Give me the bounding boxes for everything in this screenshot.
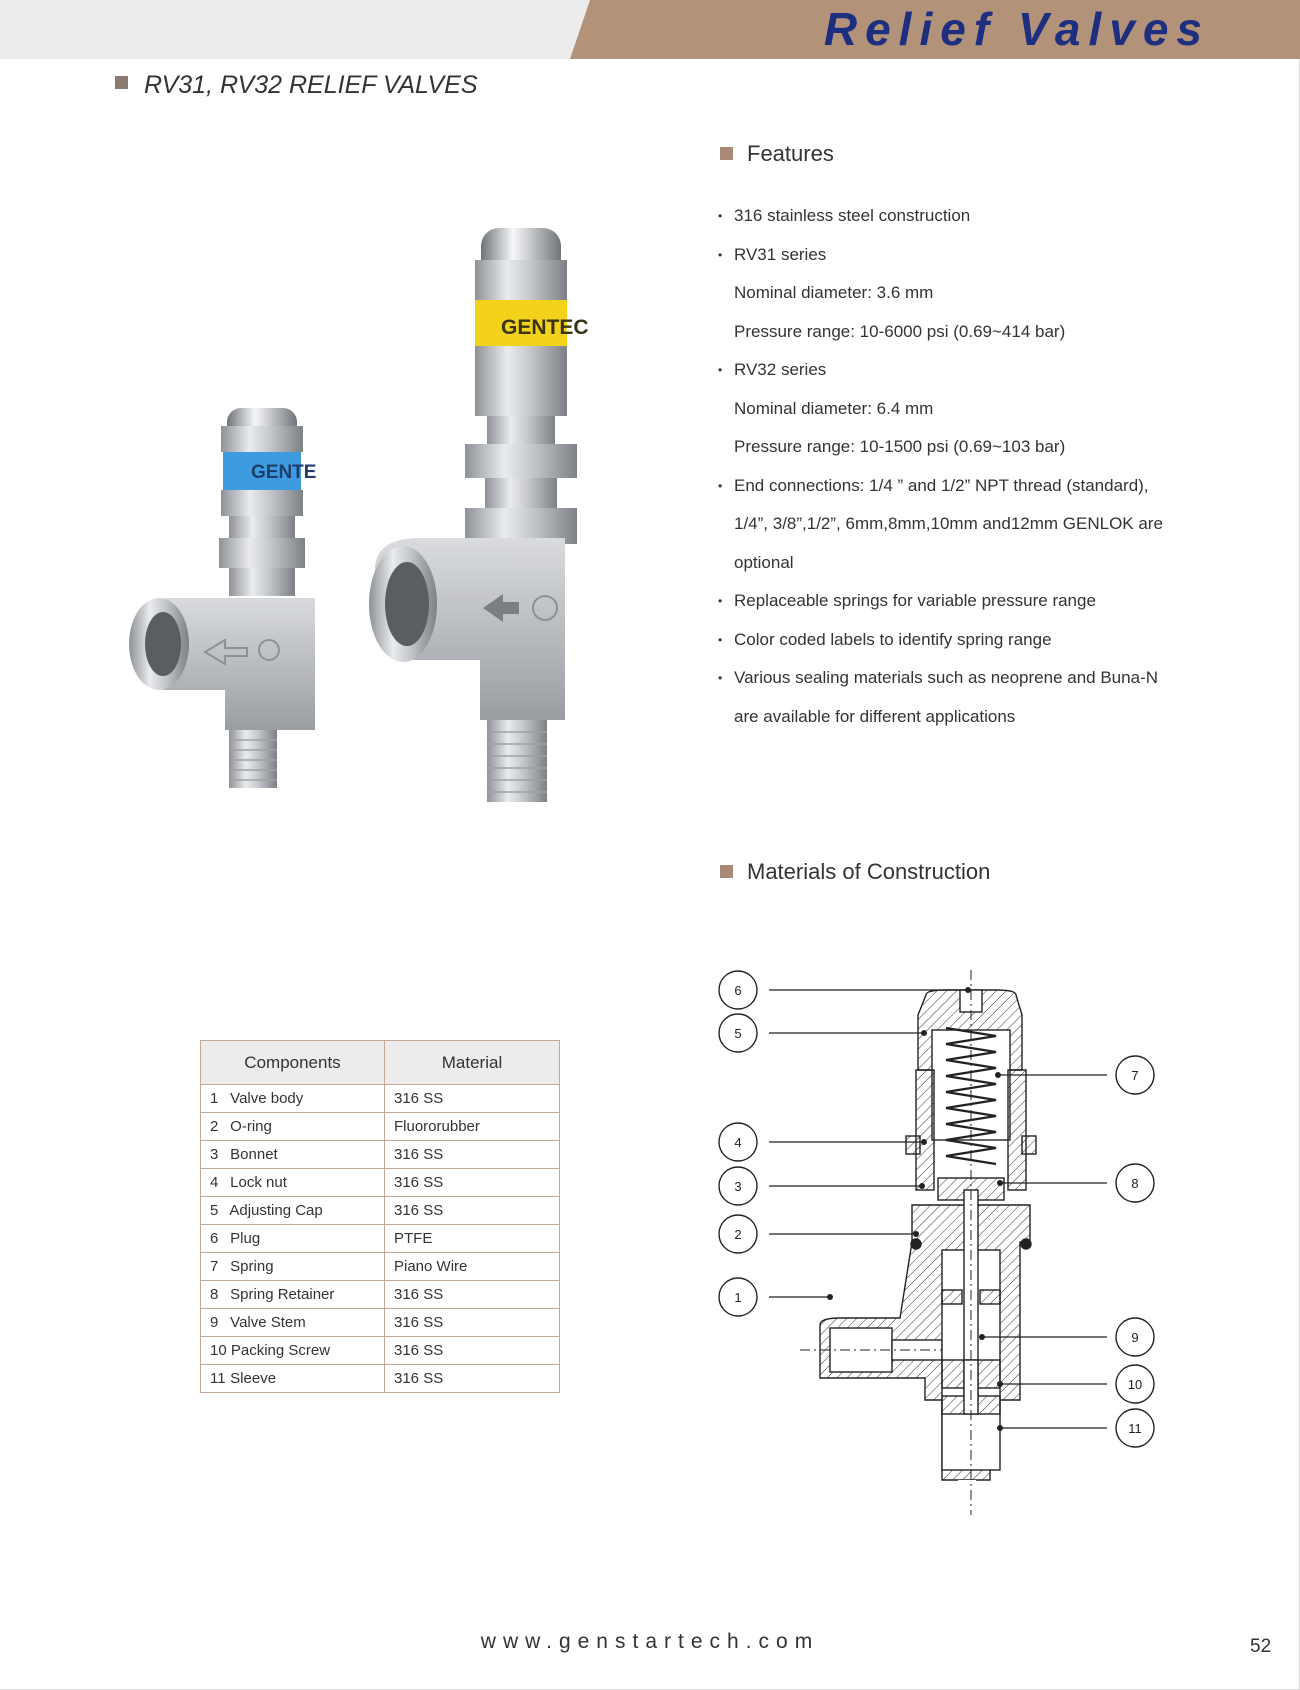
feature-text: are available for different applications (734, 706, 1016, 726)
component-name: Valve body (230, 1090, 304, 1107)
component-number: 10 (210, 1342, 227, 1359)
component-number: 6 (210, 1230, 219, 1247)
features-list (718, 197, 1278, 736)
feature-text: Nominal diameter: 3.6 mm (734, 283, 934, 302)
component-cell (201, 1141, 385, 1169)
callout-4 (719, 1123, 757, 1161)
bullet-dot-icon: • (718, 363, 723, 378)
feature-text: optional (734, 552, 794, 572)
bullet-dot-icon: • (718, 247, 723, 262)
feature-item (718, 236, 1278, 275)
table-row (201, 1085, 560, 1113)
table-header-row (201, 1041, 560, 1085)
callout-label: 8 (1131, 1176, 1139, 1191)
callout-3 (719, 1167, 757, 1205)
material-cell: 316 SS (385, 1281, 560, 1309)
callout-1 (719, 1278, 757, 1316)
material-cell: 316 SS (385, 1197, 560, 1225)
component-number: 8 (210, 1286, 219, 1303)
component-number: 5 (210, 1202, 219, 1219)
component-name: Valve Stem (230, 1314, 306, 1331)
component-cell (201, 1309, 385, 1337)
component-name: Spring (230, 1258, 274, 1275)
callout-2 (719, 1215, 757, 1253)
component-cell (201, 1253, 385, 1281)
callout-6 (719, 971, 757, 1009)
feature-item (718, 698, 1278, 737)
material-cell: 316 SS (385, 1085, 560, 1113)
feature-text: End connections: 1/4 ” and 1/2” NPT thread (standard), (734, 475, 1149, 495)
square-bullet-icon (720, 865, 733, 878)
feature-item (718, 621, 1278, 660)
table-row (201, 1197, 560, 1225)
callout-8 (1116, 1164, 1154, 1202)
feature-item (718, 274, 1278, 313)
table-row (201, 1365, 560, 1393)
table-header-components: Components (201, 1041, 385, 1085)
cross-section-diagram (710, 960, 1180, 1520)
component-name: Plug (230, 1230, 261, 1247)
bullet-dot-icon: • (718, 209, 723, 224)
materials-heading-text: Materials of Construction (747, 859, 991, 884)
table-row (201, 1253, 560, 1281)
feature-item (718, 582, 1278, 621)
component-name: Spring Retainer (230, 1286, 335, 1303)
callout-label: 11 (1128, 1421, 1142, 1436)
callout-5 (719, 1014, 757, 1052)
small-valve-label: GENTE (251, 462, 317, 483)
callout-label: 3 (734, 1179, 742, 1194)
square-bullet-icon (115, 76, 128, 89)
component-name: O-ring (230, 1118, 272, 1135)
bullet-dot-icon: • (718, 594, 723, 609)
component-cell (201, 1085, 385, 1113)
feature-item (718, 390, 1278, 429)
materials-table-body (201, 1085, 560, 1393)
table-row (201, 1281, 560, 1309)
bullet-dot-icon: • (718, 478, 723, 493)
table-row (201, 1169, 560, 1197)
feature-item (718, 467, 1278, 506)
component-cell (201, 1281, 385, 1309)
component-cell (201, 1197, 385, 1225)
callout-label: 1 (734, 1290, 742, 1305)
bullet-dot-icon: • (718, 632, 723, 647)
feature-text: 316 stainless steel construction (734, 206, 971, 225)
feature-text: Nominal diameter: 6.4 mm (734, 398, 934, 418)
feature-text: RV32 series (734, 360, 827, 379)
component-cell (201, 1365, 385, 1393)
component-number: 3 (210, 1146, 219, 1163)
table-row (201, 1225, 560, 1253)
callout-label: 4 (734, 1135, 742, 1150)
component-name: Lock nut (230, 1174, 287, 1191)
component-number: 9 (210, 1314, 219, 1331)
material-cell: Fluororubber (385, 1113, 560, 1141)
bullet-dot-icon: • (718, 671, 723, 686)
component-name: Adjusting Cap (229, 1202, 323, 1219)
feature-item (718, 659, 1278, 698)
table-row (201, 1113, 560, 1141)
table-header-material: Material (385, 1041, 560, 1085)
material-cell: 316 SS (385, 1309, 560, 1337)
component-name: Sleeve (230, 1370, 277, 1387)
callout-label: 9 (1131, 1330, 1139, 1345)
feature-item (718, 428, 1278, 467)
feature-text: RV31 series (734, 244, 827, 264)
callout-10 (1116, 1365, 1154, 1403)
feature-item (718, 505, 1278, 544)
feature-item (718, 544, 1278, 583)
square-bullet-icon (720, 147, 733, 160)
table-row (201, 1337, 560, 1365)
material-cell: 316 SS (385, 1169, 560, 1197)
page-number: 52 (1250, 1636, 1272, 1657)
materials-table (200, 1040, 560, 1393)
material-cell: Piano Wire (385, 1253, 560, 1281)
component-cell (201, 1113, 385, 1141)
callout-label: 10 (1127, 1377, 1143, 1392)
product-photo (125, 220, 595, 820)
component-number: 2 (210, 1118, 219, 1135)
large-valve-label: GENTEC (501, 316, 589, 339)
feature-text: Pressure range: 10-1500 psi (0.69~103 bar) (734, 437, 1066, 456)
feature-text: 1/4”, 3/8”,1/2”, 6mm,8mm,10mm and12mm GENLOK are (734, 514, 1163, 533)
material-cell: 316 SS (385, 1337, 560, 1365)
callout-label: 5 (734, 1026, 742, 1041)
material-cell: 316 SS (385, 1365, 560, 1393)
feature-item (718, 197, 1278, 236)
component-number: 1 (210, 1090, 219, 1107)
feature-text: Pressure range: 10-6000 psi (0.69~414 bar) (734, 321, 1066, 341)
callout-label: 2 (734, 1227, 742, 1242)
component-cell (201, 1337, 385, 1365)
callout-label: 6 (734, 983, 742, 998)
component-name: Packing Screw (230, 1342, 331, 1359)
features-heading (720, 141, 834, 167)
header-title: Relief Valves (823, 3, 1210, 55)
component-cell (201, 1225, 385, 1253)
feature-item (718, 351, 1278, 390)
feature-item (718, 313, 1278, 352)
material-cell: 316 SS (385, 1141, 560, 1169)
component-number: 4 (210, 1174, 219, 1191)
large-valve-image (369, 228, 589, 802)
callout-9 (1116, 1318, 1154, 1356)
small-valve-image (129, 408, 316, 788)
table-row (201, 1141, 560, 1169)
page-title-text: RV31, RV32 RELIEF VALVES (144, 70, 478, 99)
feature-text: Color coded labels to identify spring range (734, 629, 1052, 649)
component-name: Bonnet (230, 1146, 278, 1163)
callout-11 (1116, 1409, 1154, 1447)
component-number: 7 (210, 1258, 219, 1275)
callout-label: 7 (1131, 1068, 1139, 1083)
feature-text: Replaceable springs for variable pressure range (734, 591, 1096, 610)
page-title (115, 70, 478, 100)
component-number: 11 (210, 1370, 226, 1387)
materials-heading (720, 859, 990, 885)
feature-text: Various sealing materials such as neoprene and Buna-N (734, 668, 1158, 687)
material-cell: PTFE (385, 1225, 560, 1253)
component-cell (201, 1169, 385, 1197)
callout-7 (1116, 1056, 1154, 1094)
features-heading-text: Features (747, 141, 834, 166)
table-row (201, 1309, 560, 1337)
footer-url[interactable]: www.genstartech.com (480, 1630, 820, 1653)
